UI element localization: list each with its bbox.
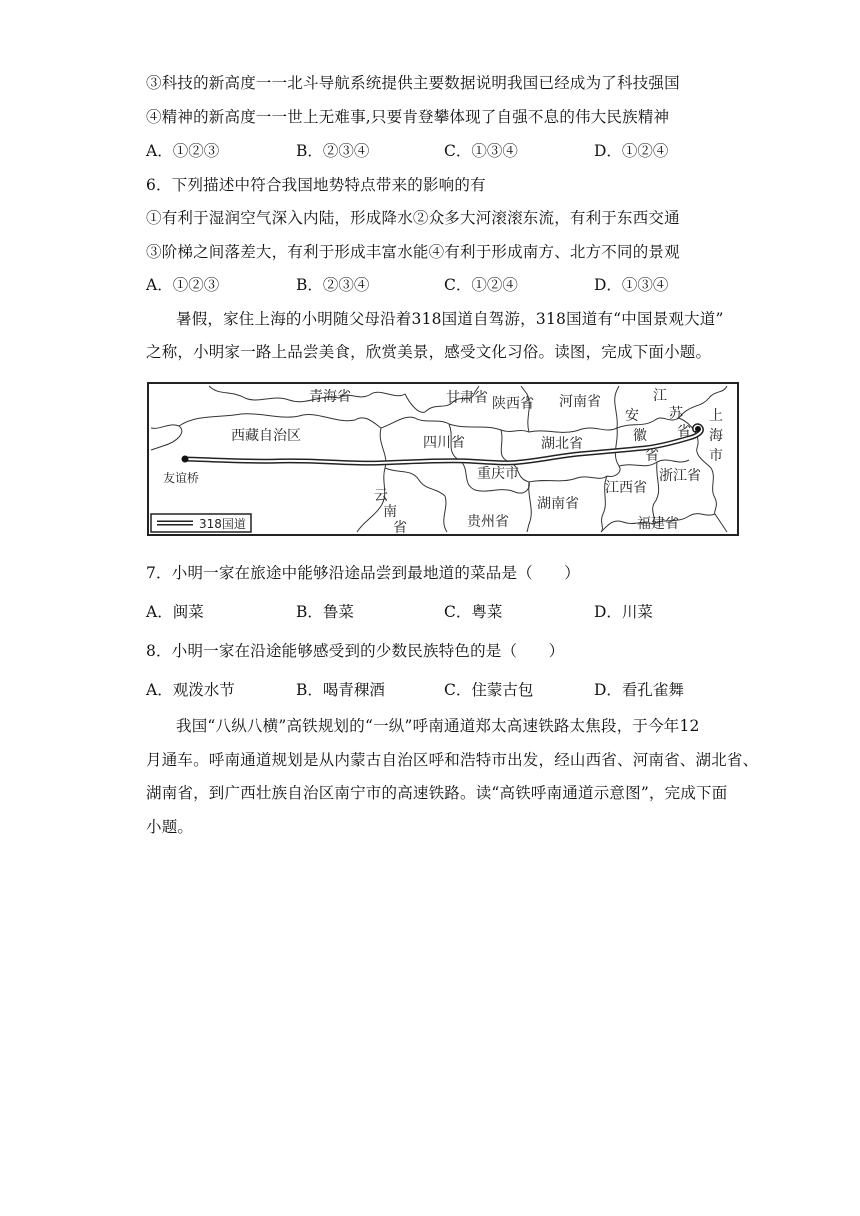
label-henan: 河南省: [559, 394, 601, 410]
label-gansu: 甘肃省: [446, 390, 488, 406]
q5-option-c[interactable]: C．①③④: [444, 142, 518, 160]
label-qinghai: 青海省: [309, 389, 351, 405]
border-gansu-sichuan: [381, 417, 449, 428]
q8-stem: 8．小明一家在沿途能够感受到的少数民族特色的是（ ）: [146, 642, 565, 660]
q8-option-b[interactable]: B．喝青稞酒: [296, 681, 385, 699]
border-shaanxi-sichuan: [449, 424, 529, 432]
label-shaanxi: 陕西省: [492, 396, 534, 412]
border-qinghai-gansu: [339, 392, 425, 412]
endpoint-shanghai-dot: [695, 426, 701, 432]
label-hunan: 湖南省: [537, 496, 579, 512]
border-henan-anhui: [615, 386, 619, 428]
q8-options: [146, 679, 706, 701]
q6-option-b[interactable]: B．②③④: [296, 276, 370, 294]
q6-option-d[interactable]: D．①③④: [594, 276, 669, 294]
route-318-map: [147, 382, 739, 536]
passage-2-line-4: 小题。: [146, 818, 194, 836]
q6-option-a[interactable]: A．①②③: [146, 276, 220, 294]
passage-2-line-1: 我国“八纵八横”高铁规划的“一纵”呼南通道郑太高速铁路太焦段，于今年12: [176, 717, 700, 735]
border-hubei-hunan: [529, 476, 607, 482]
q8-option-c[interactable]: C．住蒙古包: [444, 681, 534, 699]
label-anhui-3: 省: [645, 448, 659, 464]
label-yunnan-1: 云: [374, 488, 388, 504]
q6-option-c[interactable]: C．①②④: [444, 276, 518, 294]
q7-option-c[interactable]: C．粤菜: [444, 603, 503, 621]
q8-option-a[interactable]: A．观泼水节: [146, 681, 235, 699]
label-shanghai-2: 海: [709, 428, 723, 444]
border-tibet-west: [151, 425, 182, 450]
q8-option-d[interactable]: D．看孔雀舞: [594, 681, 684, 699]
border-tibet-sichuan: [357, 428, 386, 532]
coast-south: [715, 514, 727, 532]
label-guizhou: 贵州省: [467, 514, 509, 530]
label-chongqing: 重庆市: [477, 466, 519, 482]
label-tibet: 西藏自治区: [231, 428, 301, 444]
q5-option-d[interactable]: D．①②④: [594, 142, 669, 160]
label-jiangxi: 江西省: [605, 480, 647, 496]
passage-1-line-2: 之称，小明家一路上品尝美食，欣赏美景，感受文化习俗。读图，完成下面小题。: [146, 343, 712, 361]
border-sichuan-yunnan: [385, 468, 445, 496]
q7-options: [146, 601, 706, 623]
border-henan-hubei: [529, 428, 617, 432]
q6-options: [146, 274, 706, 296]
border-jiangxi-zhejiang: [653, 462, 659, 524]
q5-options: [146, 140, 706, 162]
label-youyiqiao: 友谊桥: [163, 471, 200, 485]
q5-option-b[interactable]: B．②③④: [296, 142, 370, 160]
endpoint-youyiqiao-dot: [182, 456, 189, 463]
border-chongqing-guizhou: [475, 482, 529, 493]
label-yunnan-3: 省: [393, 520, 407, 534]
border-qinghai-tibet: [179, 414, 381, 428]
legend-label: 318国道: [199, 517, 246, 531]
label-fujian: 福建省: [637, 516, 679, 532]
q6-stem: 6．下列描述中符合我国地势特点带来的影响的有: [146, 176, 486, 194]
q5-item-4: ④精神的新高度一一世上无难事,只要肯登攀体现了自强不息的伟大民族精神: [146, 108, 670, 126]
label-shanghai-3: 市: [709, 448, 723, 464]
q7-option-a[interactable]: A．闽菜: [146, 603, 204, 621]
q7-option-d[interactable]: D．川菜: [594, 603, 653, 621]
label-shanghai-1: 上: [709, 408, 723, 424]
q7-option-b[interactable]: B．鲁菜: [296, 603, 354, 621]
map-svg: [149, 384, 737, 534]
border-sichuan-chongqing: [449, 424, 475, 490]
q6-items-1-2: ①有利于湿润空气深入内陆，形成降水②众多大河滚滚东流，有利于东西交通: [146, 209, 680, 227]
label-anhui-2: 徽: [633, 428, 647, 444]
q5-option-a[interactable]: A．①②③: [146, 142, 220, 160]
label-hubei: 湖北省: [541, 436, 583, 452]
q6-items-3-4: ③阶梯之间落差大，有利于形成丰富水能④有利于形成南方、北方不同的景观: [146, 243, 680, 261]
q5-item-3: ③科技的新高度一一北斗导航系统提供主要数据说明我国已经成为了科技强国: [146, 74, 680, 92]
passage-2-line-2: 月通车。呼南通道规划是从内蒙古自治区呼和浩特市出发，经山西省、河南省、湖北省、: [146, 751, 759, 769]
q7-stem: 7．小明一家在旅途中能够沿途品尝到最地道的菜品是（ ）: [146, 564, 580, 582]
label-jiangsu-2: 苏: [669, 406, 683, 422]
passage-2-line-3: 湖南省，到广西壮族自治区南宁市的高速铁路。读“高铁呼南通道示意图”，完成下面: [146, 784, 728, 802]
label-yunnan-2: 南: [383, 504, 397, 520]
label-jiangsu-3: 省: [677, 424, 691, 440]
label-anhui-1: 安: [625, 408, 639, 424]
passage-1-line-1: 暑假，家住上海的小明随父母沿着318国道自驾游，318国道有“中国景观大道”: [176, 310, 724, 328]
label-zhejiang: 浙江省: [659, 468, 701, 484]
label-jiangsu-1: 江: [653, 388, 667, 404]
label-sichuan: 四川省: [423, 435, 465, 451]
border-yunnan-guizhou: [444, 496, 447, 532]
